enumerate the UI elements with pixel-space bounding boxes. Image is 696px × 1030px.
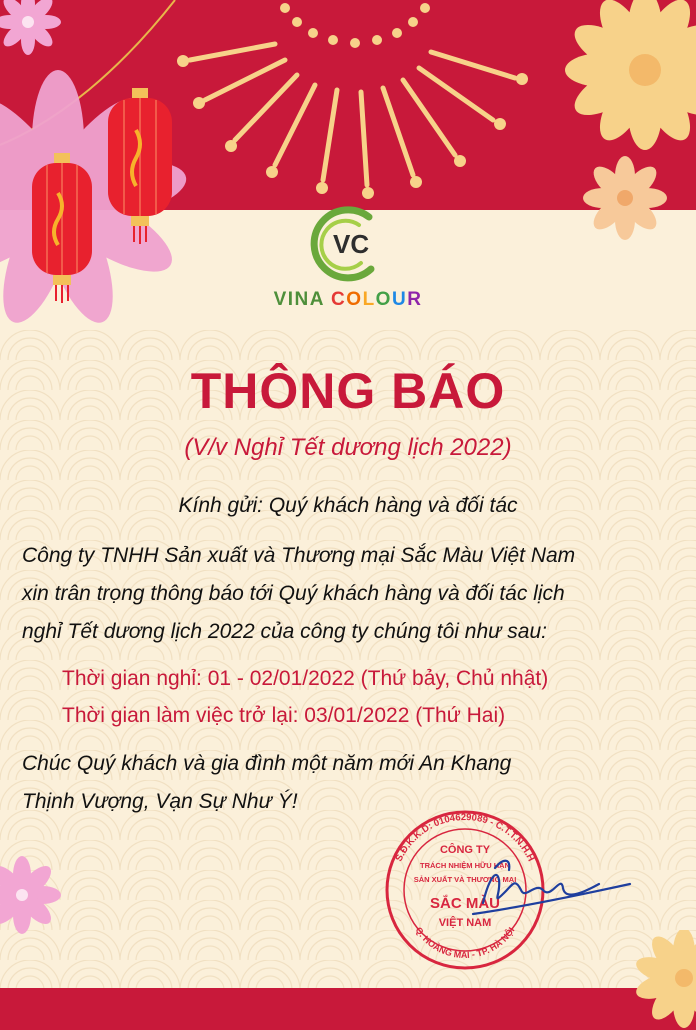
brand-letter: O: [346, 289, 363, 310]
svg-text:Q. HOÀNG MAI - TP. HÀ NỘI: [413, 925, 516, 960]
wish-line: Chúc Quý khách và gia đình một năm mới An Khang: [22, 752, 512, 775]
top-decoration: [0, 0, 696, 330]
wish-line: Thịnh Vượng, Vạn Sự Như Ý!: [22, 790, 298, 813]
peach-flower-icon: [583, 156, 667, 240]
svg-text:VC: VC: [333, 229, 370, 259]
brand-letter: O: [375, 289, 392, 310]
greeting: Kính gửi: Quý khách hàng và đối tác: [178, 494, 518, 517]
seal-line: SẮC MÀU: [430, 895, 500, 912]
holiday-time: Thời gian nghỉ: 01 - 02/01/2022 (Thứ bảy, Chủ nhật): [62, 667, 549, 690]
pink-flower-icon: [0, 0, 61, 55]
brand-letter: L: [362, 289, 376, 310]
seal-ring-text: S.Đ.K.K.D: 0104629089 - C.T.T.N.H.H: [393, 811, 537, 864]
brand-letter: C: [331, 289, 347, 310]
body-line: xin trân trọng thông báo tới Quý khách hàng và đối tác lịch: [22, 582, 565, 605]
seal-line: TRÁCH NHIỆM HỮU HẠN: [420, 861, 510, 870]
firework-icon: [177, 3, 528, 199]
company-seal: [385, 808, 645, 973]
brand-name-colour: [331, 289, 422, 310]
bottom-red-band: [0, 988, 696, 1030]
body-line: nghỉ Tết dương lịch 2022 của công ty chúng tôi như sau:: [22, 620, 547, 643]
gold-flower-icon: [636, 930, 696, 1030]
seal-line: CÔNG TY: [439, 844, 491, 856]
seal-bottom-text: Q. HOÀNG MAI - TP. HÀ NỘI: [413, 925, 517, 961]
brand-name: [0, 289, 696, 311]
notice-subtitle: (V/v Nghỉ Tết dương lịch 2022): [184, 434, 512, 461]
body-line: Công ty TNHH Sản xuất và Thương mại Sắc Màu Việt Nam: [22, 544, 576, 567]
brand-name-vina: VINA: [273, 289, 325, 310]
notice-title: THÔNG BÁO: [190, 363, 506, 419]
pink-flower-icon: [0, 840, 80, 950]
vinacolour-logo-mark: [314, 210, 371, 278]
gold-flower-icon: [565, 0, 696, 150]
seal-line: VIỆT NAM: [438, 917, 492, 929]
return-time: Thời gian làm việc trở lại: 03/01/2022 (Thứ Hai): [62, 704, 506, 727]
brand-letter: U: [391, 289, 408, 310]
brand-letter: R: [407, 289, 423, 310]
seal-line: SẢN XUẤT VÀ THƯƠNG MẠI: [413, 875, 517, 884]
